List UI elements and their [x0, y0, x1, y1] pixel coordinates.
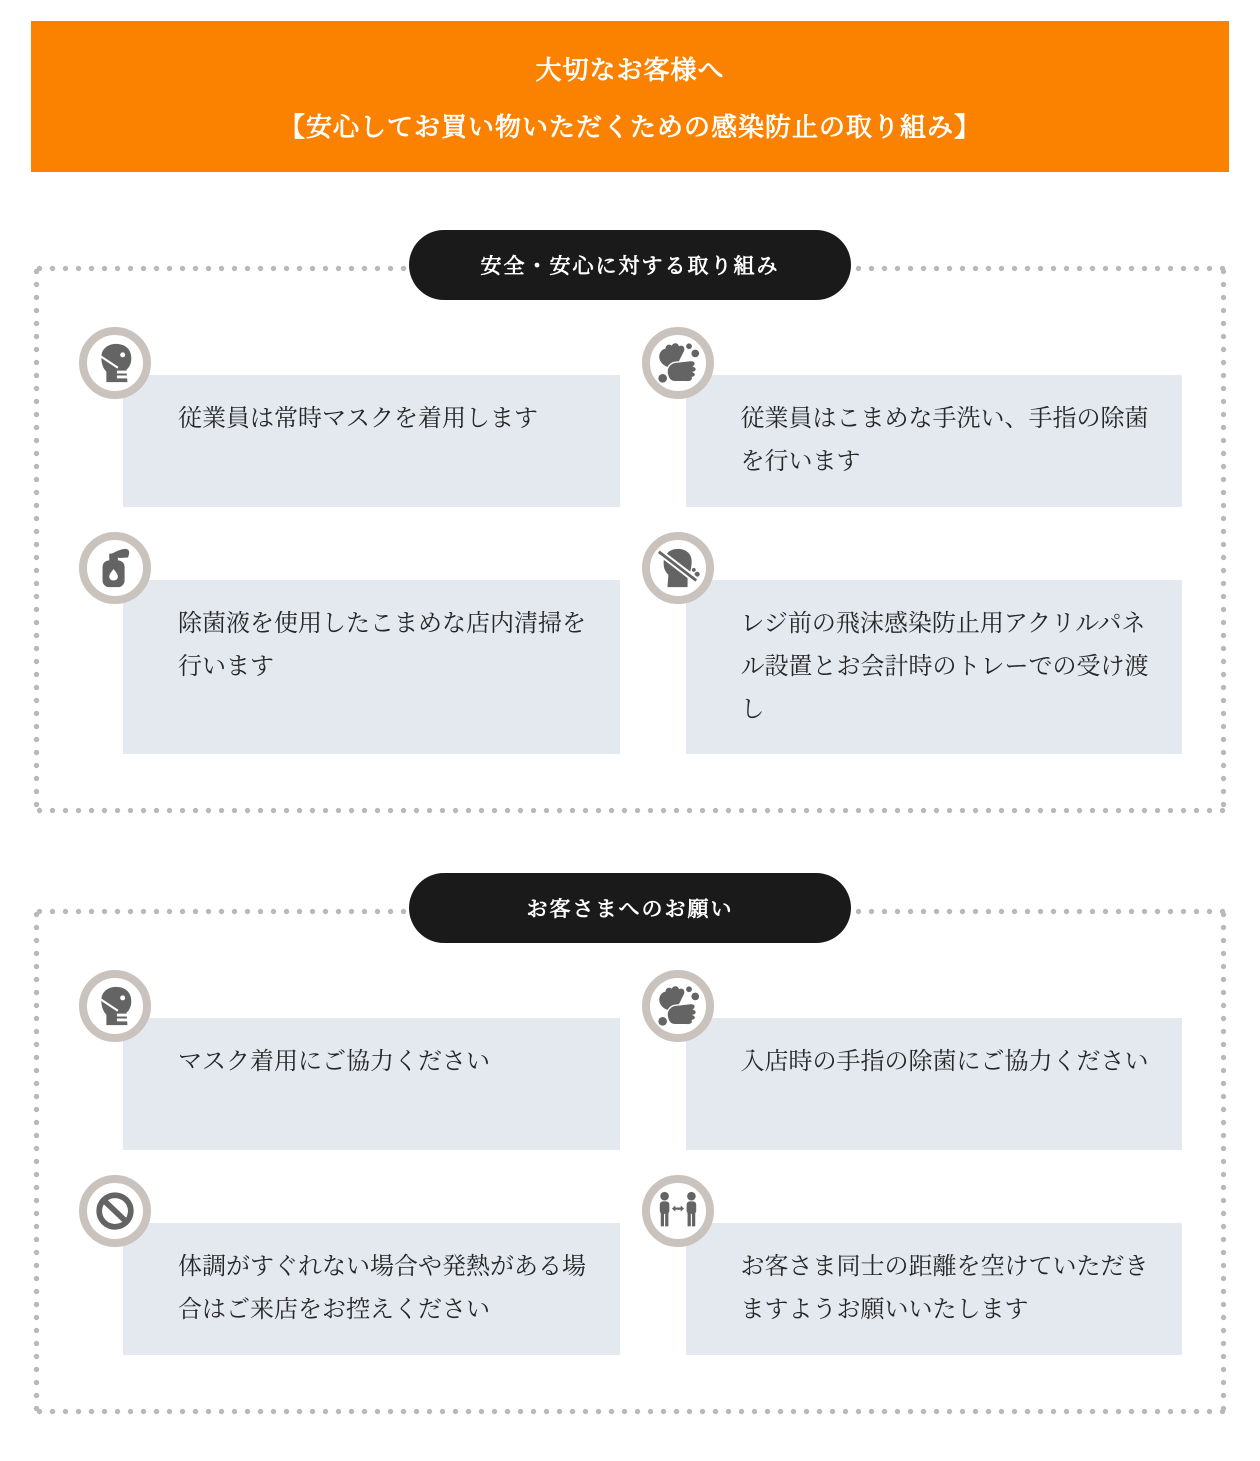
prohibition-icon: [79, 1175, 151, 1247]
hand-wash-icon: [642, 970, 714, 1042]
mask-face-icon: [79, 970, 151, 1042]
banner-title: 大切なお客様へ: [535, 54, 725, 85]
card-store-cleaning: [123, 580, 620, 754]
hand-wash-icon: [642, 327, 714, 399]
card-grid: [123, 1018, 1182, 1355]
card-acrylic-panel: [686, 580, 1183, 754]
card-stay-home: [123, 1223, 620, 1355]
card-customer-sanitize: [686, 1018, 1183, 1150]
card-text: 従業員は常時マスクを着用します: [178, 405, 538, 432]
card-text: レジ前の飛沫感染防止用アクリルパネル設置とお会計時のトレーでの受け渡し: [740, 610, 1149, 724]
section-badge: 安全・安心に対する取り組み: [409, 230, 851, 300]
card-text: お客さま同士の距離を空けていただきますようお願いいたします: [740, 1252, 1149, 1323]
card-text: 従業員はこまめな手洗い、手指の除菌を行います: [740, 405, 1149, 476]
social-distance-icon: [642, 1175, 714, 1247]
notice-banner: [31, 21, 1229, 172]
card-text: 入店時の手指の除菌にご協力ください: [740, 1047, 1149, 1075]
banner-subtitle: 【安心してお買い物いただくための感染防止の取り組み】: [278, 111, 981, 142]
section-badge: お客さまへのお願い: [409, 873, 851, 943]
card-text: マスク着用にご協力ください: [178, 1047, 490, 1075]
card-social-distance: [686, 1223, 1183, 1355]
card-staff-handwash: [686, 375, 1183, 507]
card-text: 除菌液を使用したこまめな店内清掃を行います: [178, 610, 586, 681]
card-customer-mask: [123, 1018, 620, 1150]
section-safety-measures: [33, 255, 1227, 814]
card-text: 体調がすぐれない場合や発熱がある場合はご来店をお控えください: [178, 1252, 586, 1323]
spray-bottle-icon: [79, 532, 151, 604]
card-staff-mask: [123, 375, 620, 507]
section-customer-requests: [33, 897, 1227, 1415]
page: [0, 21, 1260, 1461]
droplet-shield-icon: [642, 532, 714, 604]
card-grid: [123, 375, 1182, 754]
mask-face-icon: [79, 327, 151, 399]
